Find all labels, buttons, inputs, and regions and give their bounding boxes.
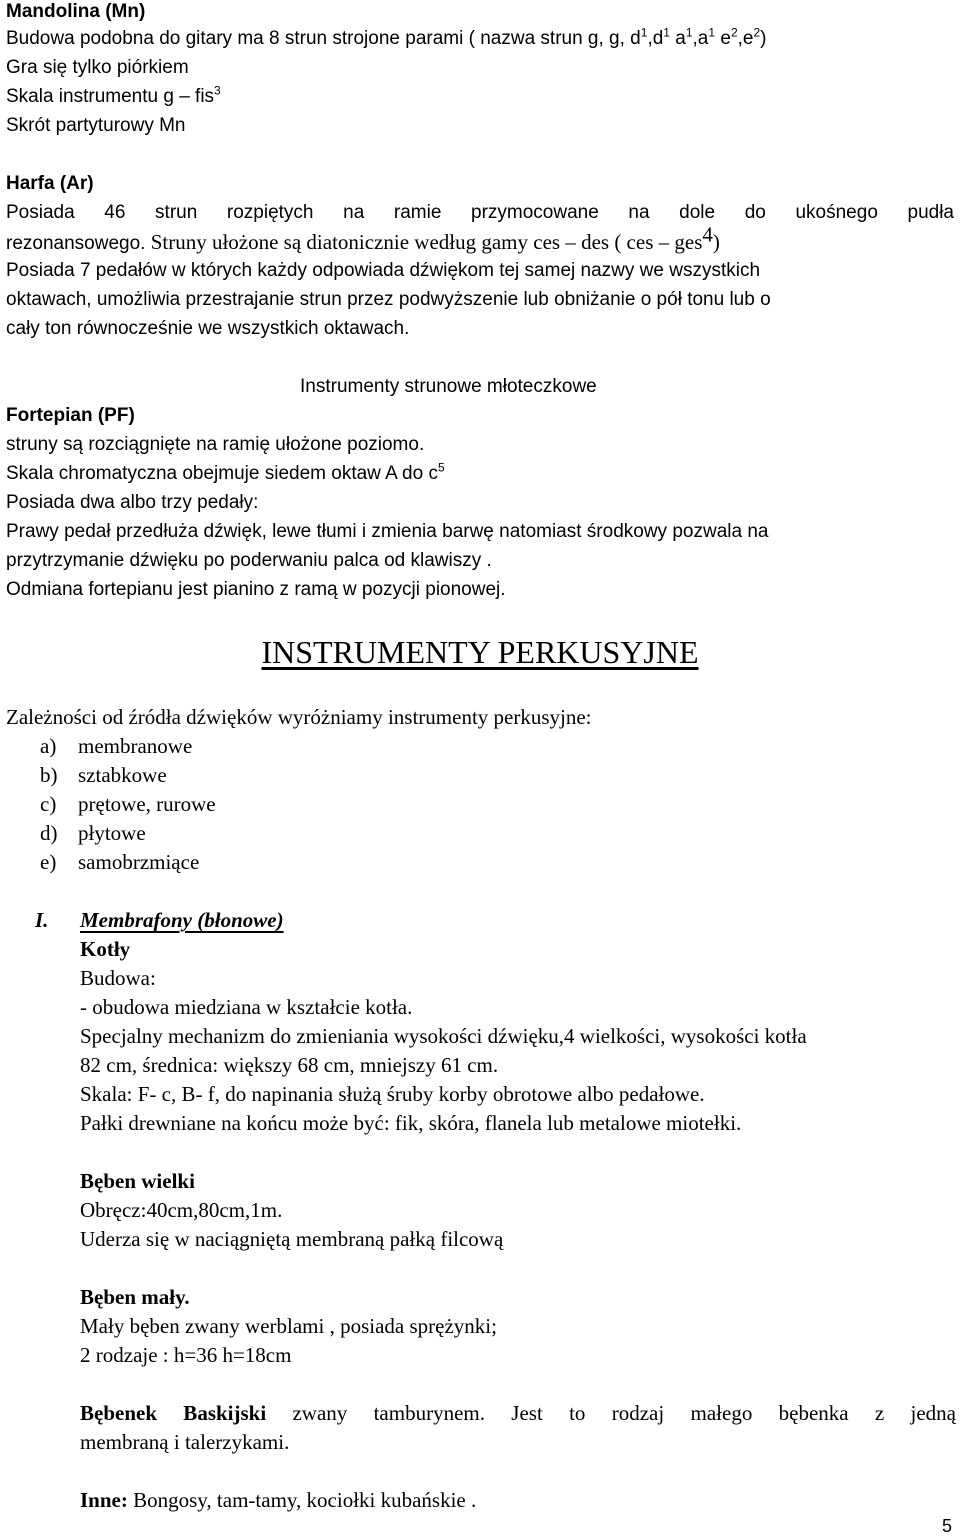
fortepian-pedals: Posiada dwa albo trzy pedały: [6,492,259,513]
harfa-line-2: rezonansowego. Struny ułożone są diatonicznie według gamy ces – des ( ces – ges$^4$) [6,222,720,254]
beben-wielki-line-2: Uderza się w naciągniętą membraną pałką filcową [80,1227,504,1251]
kotly-line-6: Pałki drewniane na końcu może być: fik, skóra, flanela lub metalowe miotełki. [80,1111,742,1135]
list-item: a) membranowe [40,734,193,758]
page-number: 5 [941,1516,952,1536]
kotly-title: Kotły [80,937,131,961]
fortepian-range: Skala chromatyczna obejmuje siedem oktaw A do $c^5$ [6,460,445,484]
kotly-line-2: - obudowa miedziana w kształcie kotła. [80,995,413,1019]
harfa-line-4: oktawach, umożliwia przestrajanie strun przez podwyższenie lub obniżanie o pół tonu lub o [6,289,771,310]
list-item: c) prętowe, rurowe [40,792,216,816]
kotly-line-3: Specjalny mechanizm do zmieniania wysokości dźwięku,4 wielkości, wysokości kotła [80,1024,807,1048]
beben-maly-title: Bęben mały. [80,1285,190,1309]
inne-line: Inne: Bongosy, tam-tamy, kociołki kubańskie . [80,1488,477,1512]
kotly-line-5: Skala: F- c, B- f, do napinania służą śruby korby obrotowe albo pedałowe. [80,1082,705,1106]
list-item: e) samobrzmiące [40,850,200,874]
beben-wielki-line-1: Obręcz:40cm,80cm,1m. [80,1198,283,1222]
beben-maly-line-1: Mały bęben zwany werblami , posiada sprężynki; [80,1314,497,1338]
mandolina-title: Mandolina (Mn) [6,1,146,22]
harfa-line-1: Posiada 46 strun rozpiętych na ramie przymocowane na dole do ukośnego pudła [6,202,954,223]
harfa-line-5: cały ton równocześnie we wszystkich oktawach. [6,318,410,339]
fortepian-line-6: Odmiana fortepianu jest pianino z ramą w pozycji pionowej. [6,579,506,600]
mandolina-abbreviation: Skrót partyturowy Mn [6,115,186,136]
perkusyjne-intro: Zależności od źródła dźwięków wyróżniamy instrumenty perkusyjne: [6,705,592,729]
bebenek-line-1: Bębenek Baskijski zwany tamburynem. Jest to rodzaj małego bębenka z jedną [80,1401,956,1425]
beben-wielki-title: Bęben wielki [80,1169,195,1193]
fortepian-title: Fortepian (PF) [6,405,135,426]
mandolina-technique: Gra się tylko piórkiem [6,57,189,78]
membrafony-heading: I. Membrafony (błonowe) [35,908,284,932]
fortepian-line-1: struny są rozciągnięte na ramię ułożone poziomo. [6,434,425,455]
bebenek-line-2: membraną i talerzykami. [80,1430,290,1454]
kotly-line-1: Budowa: [80,966,156,990]
mandolina-range: Skala instrumentu g – fis$^3$ [6,83,221,107]
harfa-title: Harfa (Ar) [6,173,94,194]
section-subheading: Instrumenty strunowe młoteczkowe [300,376,597,397]
fortepian-line-5: przytrzymanie dźwięku po poderwaniu palca od klawiszy . [6,550,492,571]
list-item: b) sztabkowe [40,763,167,787]
page-heading: INSTRUMENTY PERKUSYJNE [261,634,699,670]
list-item: d) płytowe [40,821,146,845]
beben-maly-line-2: 2 rodzaje : h=36 h=18cm [80,1343,292,1367]
harfa-line-3: Posiada 7 pedałów w których każdy odpowiada dźwiękom tej samej nazwy we wszystkich [6,260,761,281]
kotly-line-4: 82 cm, średnica: większy 68 cm, mniejszy 61 cm. [80,1053,499,1077]
mandolina-description: Budowa podobna do gitary ma 8 strun strojone parami ( nazwa strun g, g, $d^1,d^1$ $a^1,a^1$ $e^2,e^2$) [6,25,767,49]
fortepian-line-4: Prawy pedał przedłuża dźwięk, lewe tłumi i zmienia barwę natomiast środkowy pozwala na [6,521,769,542]
